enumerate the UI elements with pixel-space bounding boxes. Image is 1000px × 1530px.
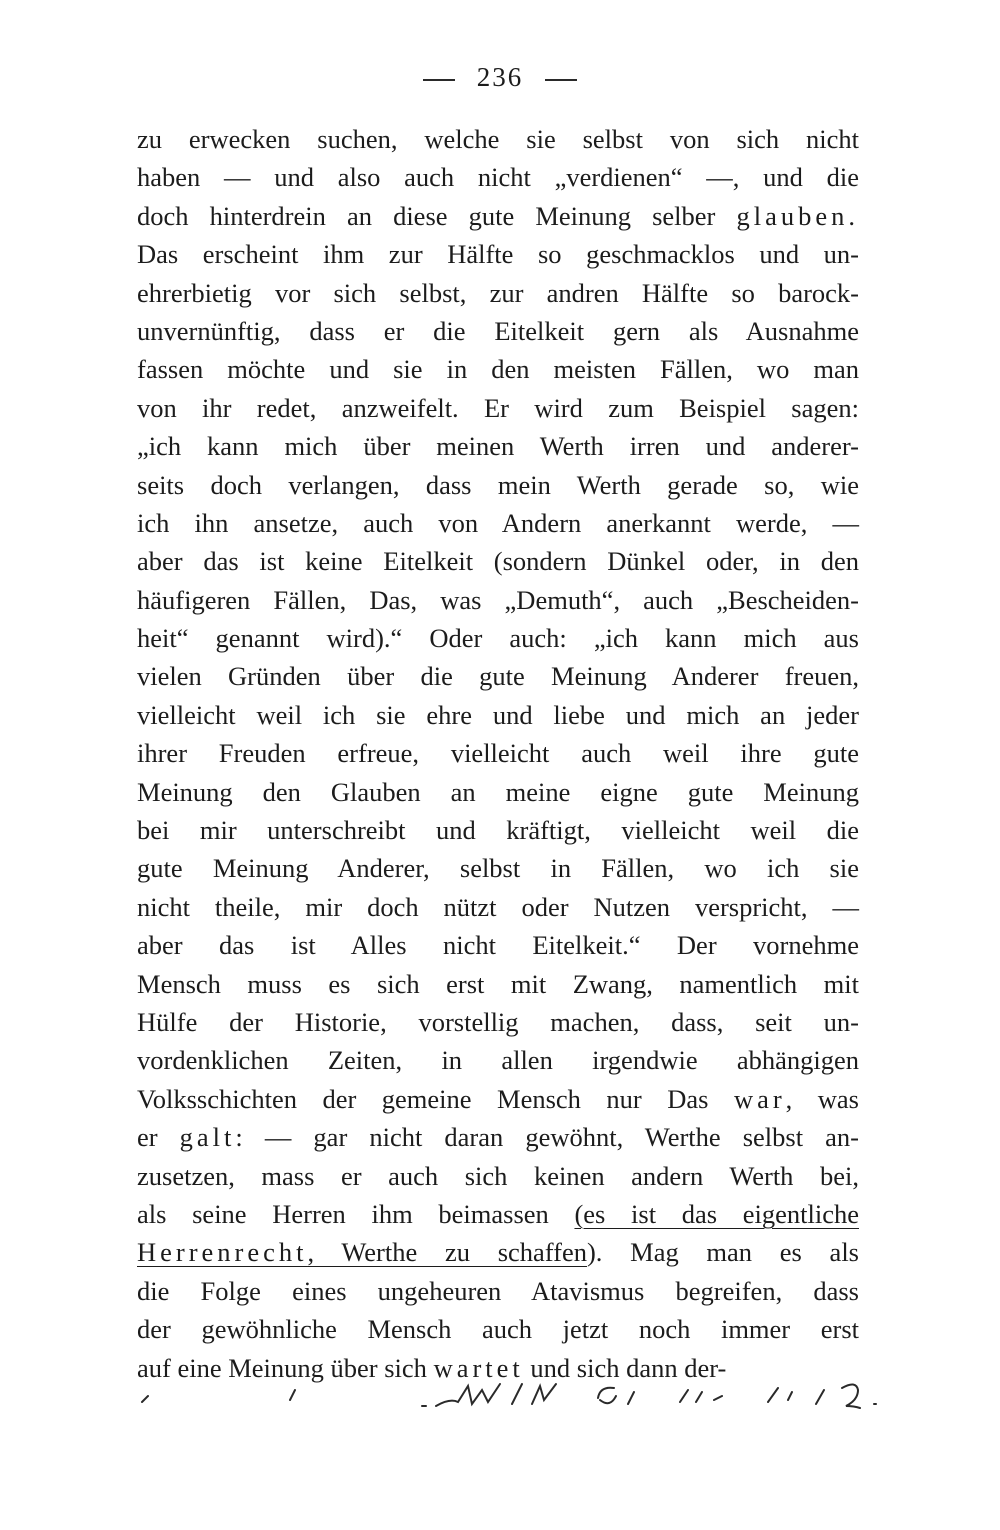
text-line xyxy=(137,1233,859,1271)
text-segment: aber das ist Alles nicht Eitelkeit.“ Der vornehme xyxy=(137,930,859,961)
text-line xyxy=(137,1195,859,1233)
text-segment: zusetzen, mass er auch sich keinen andern Werth bei, xyxy=(137,1160,859,1191)
text-segment: häufigeren Fällen, Das, was „Demuth“, auch „Bescheiden- xyxy=(137,584,859,615)
text-line xyxy=(137,696,859,734)
text-line xyxy=(137,312,859,350)
text-segment: heit“ genannt wird).“ Oder auch: „ich kann mich aus xyxy=(137,623,859,654)
header-dash-left xyxy=(423,79,455,81)
text-line xyxy=(137,350,859,388)
text-line xyxy=(137,466,859,504)
text-segment: von ihr redet, anzweifelt. Er wird zum Beispiel sagen: xyxy=(137,392,859,423)
text-line xyxy=(137,581,859,619)
text-segment: Hülfe der Historie, vorstellig machen, dass, seit un- xyxy=(137,1006,859,1037)
page-body-text xyxy=(137,120,859,1387)
text-segment: doch hinterdrein an diese gute Meinung selber xyxy=(137,200,737,231)
text-segment: galt xyxy=(179,1122,236,1153)
text-segment: zu erwecken suchen, welche sie selbst von sich nicht xyxy=(137,124,859,154)
handwritten-scribble-image xyxy=(140,1378,880,1418)
text-segment: Das erscheint ihm zur Hälfte so geschmacklos und un- xyxy=(137,239,859,270)
text-segment: seits doch verlangen, dass mein Werth gerade so, wie xyxy=(137,469,859,500)
page-number-header xyxy=(0,62,1000,93)
text-segment: , was xyxy=(785,1083,859,1114)
handwritten-marginalia xyxy=(140,1378,880,1418)
text-segment: ehrerbietig vor sich selbst, zur andren Hälfte so barock- xyxy=(137,277,859,308)
text-segment: war xyxy=(733,1083,786,1114)
text-line xyxy=(137,657,859,695)
header-dash-right xyxy=(545,79,577,81)
text-segment: auf eine Meinung über sich xyxy=(137,1352,434,1383)
text-line xyxy=(137,965,859,1003)
text-line xyxy=(137,504,859,542)
text-segment: Meinung den Glauben an meine eigne gute Meinung xyxy=(137,776,859,807)
text-segment: unvernünftig, dass er die Eitelkeit gern als Ausnahme xyxy=(137,315,859,346)
text-line xyxy=(137,888,859,926)
text-line xyxy=(137,197,859,235)
text-segment: aber das ist keine Eitelkeit (sondern Dünkel oder, in den xyxy=(137,546,859,577)
text-line xyxy=(137,1118,859,1156)
text-segment: nicht theile, mir doch nützt oder Nutzen verspricht, — xyxy=(137,891,859,922)
text-segment: , Werthe zu schaffen xyxy=(307,1237,587,1268)
text-segment: ). Mag man es als xyxy=(586,1237,859,1268)
text-segment: Volksschichten der gemeine Mensch nur Das xyxy=(137,1083,734,1114)
text-segment: er xyxy=(137,1122,180,1153)
text-line xyxy=(137,1272,859,1310)
text-segment: vordenklichen Zeiten, in allen irgendwie abhängigen xyxy=(137,1045,859,1076)
text-line xyxy=(137,427,859,465)
text-line xyxy=(137,811,859,849)
text-line xyxy=(137,926,859,964)
text-line xyxy=(137,120,859,158)
text-line xyxy=(137,235,859,273)
text-line xyxy=(137,274,859,312)
text-segment: vielen Gründen über die gute Meinung Anderer freuen, xyxy=(137,661,859,692)
text-segment: als seine Herren ihm beimassen xyxy=(137,1198,575,1229)
text-line xyxy=(137,1041,859,1079)
text-segment: bei mir unterschreibt und kräftigt, vielleicht weil die xyxy=(137,815,859,846)
text-segment: „ich kann mich über meinen Werth irren und anderer- xyxy=(137,431,859,462)
page-number: 236 xyxy=(476,62,524,92)
text-segment: Mensch muss es sich erst mit Zwang, namentlich mit xyxy=(137,968,859,999)
text-line xyxy=(137,1003,859,1041)
text-segment: (es ist das eigentliche xyxy=(574,1198,859,1229)
text-line xyxy=(137,1080,859,1118)
text-segment: und sich dann der- xyxy=(523,1352,727,1383)
text-line xyxy=(137,619,859,657)
text-line xyxy=(137,849,859,887)
text-line xyxy=(137,1310,859,1348)
text-segment: haben — und also auch nicht „verdienen“ —, und die xyxy=(137,162,859,193)
text-line xyxy=(137,389,859,427)
text-segment: gute Meinung Anderer, selbst in Fällen, wo ich sie xyxy=(137,853,859,884)
text-line xyxy=(137,1157,859,1195)
text-segment: ihrer Freuden erfreue, vielleicht auch weil ihre gute xyxy=(137,738,859,769)
text-segment: Herrenrecht xyxy=(137,1237,308,1268)
text-segment: der gewöhnliche Mensch auch jetzt noch immer erst xyxy=(137,1314,859,1345)
text-segment: glauben. xyxy=(736,200,859,231)
text-segment: die Folge eines ungeheuren Atavismus begreifen, dass xyxy=(137,1275,859,1306)
text-segment: wartet xyxy=(433,1352,524,1383)
text-segment: fassen möchte und sie in den meisten Fällen, wo man xyxy=(137,354,859,385)
text-line xyxy=(137,158,859,196)
text-segment: ich ihn ansetze, auch von Andern anerkannt werde, — xyxy=(137,507,859,538)
text-line xyxy=(137,734,859,772)
text-segment: : — gar nicht daran gewöhnt, Werthe selbst an- xyxy=(235,1122,859,1153)
text-segment: vielleicht weil ich sie ehre und liebe und mich an jeder xyxy=(137,699,859,730)
text-line xyxy=(137,773,859,811)
text-line xyxy=(137,542,859,580)
